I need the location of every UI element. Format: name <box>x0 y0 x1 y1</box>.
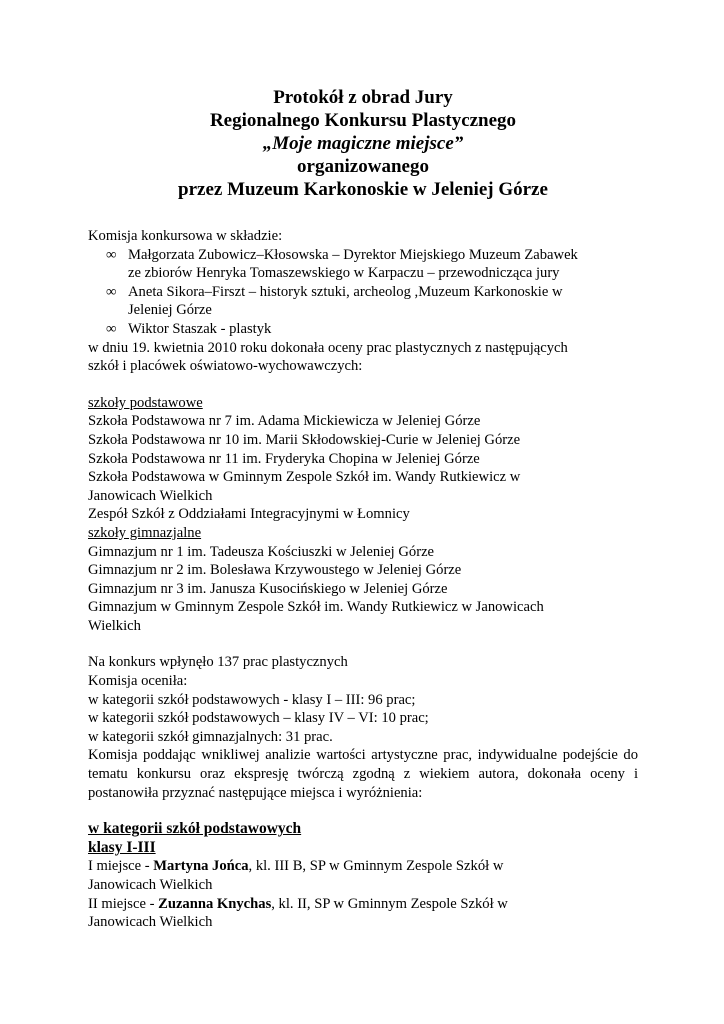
school-item: Wielkich <box>88 617 141 634</box>
school-item: Gimnazjum w Gminnym Zespole Szkół im. Wandy Rutkiewicz w Janowicach <box>88 599 544 616</box>
member-line: Jeleniej Górze <box>128 302 212 319</box>
award-details-line-2: Janowicach Wielkich <box>88 914 213 931</box>
member-line: Małgorzata Zubowicz–Kłosowska – Dyrektor Miejskiego Muzeum Zabawek <box>128 246 578 263</box>
date-line-1: w dniu 19. kwietnia 2010 roku dokonała oceny prac plastycznych z następujących <box>88 339 568 356</box>
gymnasium-schools-heading: szkoły gimnazjalne <box>88 524 202 541</box>
school-item: Szkoła Podstawowa nr 7 im. Adama Mickiewicza w Jeleniej Górze <box>88 413 481 430</box>
award-details: , kl. III B, SP w Gminnym Zespole Szkół w <box>248 858 504 875</box>
committee-list <box>88 246 638 339</box>
title-line-1: Protokół z obrad Jury <box>273 87 453 108</box>
award-winner-name: Zuzanna Knychas <box>158 895 272 912</box>
category-count: w kategorii szkół podstawowych - klasy I – III: 96 prac; <box>88 691 416 708</box>
infinity-bullet-icon: ∞ <box>106 246 117 263</box>
primary-schools-heading: szkoły podstawowe <box>88 394 203 411</box>
school-item: Szkoła Podstawowa nr 11 im. Fryderyka Chopina w Jeleniej Górze <box>88 450 480 467</box>
category-count: w kategorii szkół gimnazjalnych: 31 prac. <box>88 728 333 745</box>
document-page <box>88 86 638 932</box>
school-item: Gimnazjum nr 3 im. Janusza Kusocińskiego w Jeleniej Górze <box>88 580 448 597</box>
award-winner-name: Martyna Jońca <box>153 858 249 875</box>
document-body <box>88 227 638 932</box>
award-entry <box>88 857 638 894</box>
document-title <box>88 86 638 201</box>
school-item: Gimnazjum nr 1 im. Tadeusza Kościuszki w Jeleniej Górze <box>88 543 435 560</box>
committee-intro: Komisja konkursowa w składzie: <box>88 228 283 244</box>
award-place: II miejsce - <box>88 895 159 912</box>
award-details-line-2: Janowicach Wielkich <box>88 877 213 893</box>
title-line-2: Regionalnego Konkursu Plastycznego <box>209 110 517 131</box>
results-category-heading: w kategorii szkół podstawowych <box>88 820 302 838</box>
school-item: Zespół Szkół z Oddziałami Integracyjnymi w Łomnicy <box>88 506 410 523</box>
award-place: I miejsce - <box>88 858 154 875</box>
member-line: ze zbiorów Henryka Tomaszewskiego w Karpaczu – przewodnicząca jury <box>128 265 560 282</box>
date-line-2: szkół i placówek oświatowo-wychowawczych: <box>88 358 363 375</box>
school-item: Szkoła Podstawowa w Gminnym Zespole Szkół im. Wandy Rutkiewicz w <box>88 469 521 486</box>
entries-count: Na konkurs wpłynęło 137 prac plastycznych <box>88 654 348 671</box>
member-line: Wiktor Staszak - plastyk <box>128 320 272 337</box>
member-line: Aneta Sikora–Firszt – historyk sztuki, archeolog ,Muzeum Karkonoskie w <box>128 283 563 300</box>
school-item: Gimnazjum nr 2 im. Bolesława Krzywoustego w Jeleniej Górze <box>88 562 462 579</box>
results-class-heading: klasy I-III <box>88 838 156 856</box>
title-contest-name: „Moje magiczne miejsce” <box>262 133 464 154</box>
assessed-label: Komisja oceniła: <box>88 673 188 690</box>
committee-member <box>88 283 638 320</box>
award-entry <box>88 895 638 932</box>
committee-member <box>88 246 638 283</box>
category-count: w kategorii szkół podstawowych – klasy IV – VI: 10 prac; <box>88 710 429 727</box>
school-item: Janowicach Wielkich <box>88 487 213 504</box>
infinity-bullet-icon: ∞ <box>106 320 117 337</box>
award-details: , kl. II, SP w Gminnym Zespole Szkół w <box>271 895 508 912</box>
school-item: Szkoła Podstawowa nr 10 im. Marii Skłodowskiej-Curie w Jeleniej Górze <box>88 431 521 448</box>
title-line-4: organizowanego <box>297 156 429 177</box>
analysis-paragraph: Komisja poddając wnikliwej analizie wartości artystyczne prac, indywidualne podejście do tematu konkursu oraz ekspresję twórczą zgodną z wiekiem autora, dokonała oceny i postanowiła przyznać następujące miejsca i wyróżnienia: <box>88 747 638 801</box>
title-line-5: przez Muzeum Karkonoskie w Jeleniej Górze <box>178 179 548 200</box>
infinity-bullet-icon: ∞ <box>106 283 117 300</box>
committee-member <box>88 320 638 339</box>
